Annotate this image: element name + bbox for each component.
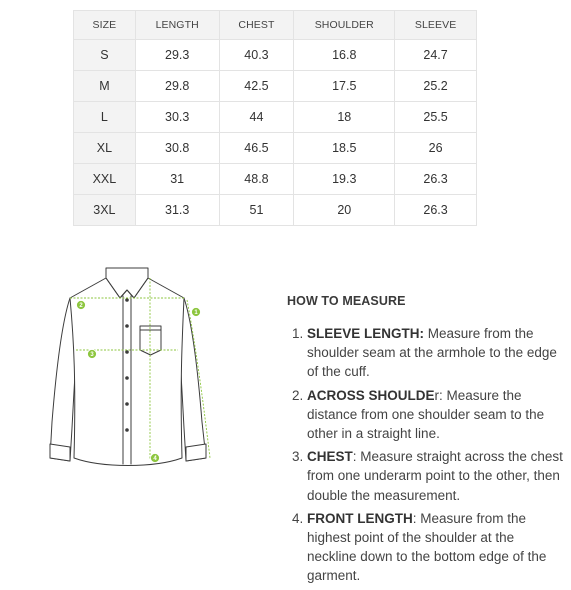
table-row	[74, 102, 477, 133]
table-row	[74, 133, 477, 164]
svg-text:2: 2	[79, 303, 83, 310]
chest-cell: 51	[219, 195, 294, 226]
marker-3-icon	[88, 350, 97, 359]
svg-text:1: 1	[194, 310, 198, 317]
sleeve-cell: 24.7	[395, 40, 477, 71]
how-to-measure-title: HOW TO MEASURE	[287, 294, 406, 308]
header-shoulder: SHOULDER	[294, 11, 395, 40]
list-item-term: CHEST	[307, 449, 353, 465]
chest-cell: 40.3	[219, 40, 294, 71]
table-row	[74, 164, 477, 195]
marker-2-icon	[77, 301, 86, 310]
list-item-term: ACROSS SHOULDE	[307, 387, 435, 403]
size-chart-table	[73, 10, 477, 226]
shoulder-cell: 20	[294, 195, 395, 226]
right-cuff	[186, 444, 206, 461]
chest-cell: 48.8	[219, 164, 294, 195]
shoulder-cell: 16.8	[294, 40, 395, 71]
svg-text:3: 3	[90, 352, 94, 359]
list-item-number: 3.	[292, 449, 304, 465]
list-item-term: FRONT LENGTH	[307, 510, 413, 526]
sleeve-cell: 25.5	[395, 102, 477, 133]
shoulder-cell: 19.3	[294, 164, 395, 195]
size-cell: XXL	[74, 164, 136, 195]
list-item-text: Measure from the shoulder seam at the armhole to the edge of the cuff.	[307, 326, 557, 380]
header-size: SIZE	[74, 11, 136, 40]
size-cell: 3XL	[74, 195, 136, 226]
table-header-row	[74, 11, 477, 40]
list-item-text: : Measure straight across the chest from one underarm point to the other, then double the measurement.	[307, 449, 563, 503]
size-cell: L	[74, 102, 136, 133]
shoulder-cell: 17.5	[294, 71, 395, 102]
marker-1-icon	[192, 308, 201, 317]
table-row	[74, 40, 477, 71]
shirt-body	[70, 278, 184, 466]
marker-4-icon	[151, 454, 160, 463]
left-cuff	[50, 444, 70, 461]
table-row	[74, 195, 477, 226]
header-sleeve: SLEEVE	[395, 11, 477, 40]
list-item	[287, 509, 567, 586]
length-cell: 29.3	[135, 40, 219, 71]
chest-cell: 42.5	[219, 71, 294, 102]
how-to-measure-section	[287, 294, 571, 590]
list-item-term: SLEEVE LENGTH:	[307, 326, 425, 341]
list-item-number: 1.	[292, 326, 304, 341]
length-cell: 30.8	[135, 133, 219, 164]
sleeve-cell: 26.3	[395, 195, 477, 226]
length-cell: 30.3	[135, 102, 219, 133]
list-item-number: 2.	[292, 387, 304, 403]
list-item-text: : Measure from the highest point of the shoulder at the neckline down to the bottom edge of the garment.	[307, 510, 547, 584]
size-cell: M	[74, 71, 136, 102]
header-chest: CHEST	[219, 11, 294, 40]
list-item	[287, 447, 567, 505]
sleeve-cell: 26	[395, 133, 477, 164]
shoulder-cell: 18.5	[294, 133, 395, 164]
svg-text:4: 4	[153, 456, 157, 463]
length-cell: 31	[135, 164, 219, 195]
length-cell: 29.8	[135, 71, 219, 102]
size-cell: XL	[74, 133, 136, 164]
size-cell: S	[74, 40, 136, 71]
list-item-number: 4.	[292, 510, 304, 526]
list-item-text: r: Measure the distance from one shoulder seam to the other in a straight line.	[307, 387, 545, 442]
list-item	[287, 324, 567, 382]
measure-instructions-list	[287, 324, 571, 586]
chest-cell: 46.5	[219, 133, 294, 164]
sleeve-cell: 25.2	[395, 71, 477, 102]
list-item	[287, 386, 567, 444]
table-row	[74, 71, 477, 102]
shoulder-cell: 18	[294, 102, 395, 133]
shirt-measurement-diagram	[44, 262, 222, 474]
length-cell: 31.3	[135, 195, 219, 226]
header-length: LENGTH	[135, 11, 219, 40]
chest-cell: 44	[219, 102, 294, 133]
sleeve-cell: 26.3	[395, 164, 477, 195]
